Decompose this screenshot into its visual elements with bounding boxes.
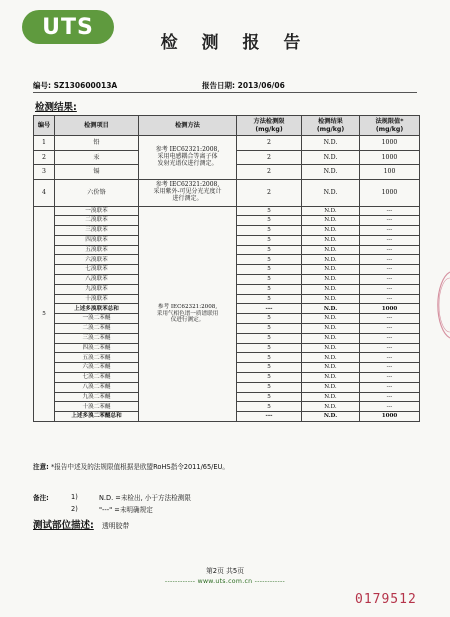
- regulatory-limit: ---: [360, 402, 420, 412]
- detection-limit: 2: [237, 136, 302, 151]
- sample-description: [33, 517, 129, 531]
- test-item: 八溴联苯: [55, 275, 139, 285]
- regulatory-limit: ---: [360, 353, 420, 363]
- test-item: 四溴二苯醚: [55, 343, 139, 353]
- test-result: N.D.: [302, 304, 360, 314]
- detection-limit: 5: [237, 294, 302, 304]
- test-item: 十溴联苯: [55, 294, 139, 304]
- detection-limit: ---: [237, 304, 302, 314]
- note-text: *报告中述及的法规限值根据是欧盟RoHS指令2011/65/EU。: [50, 463, 229, 471]
- test-result: N.D.: [302, 165, 360, 180]
- detection-limit: 2: [237, 165, 302, 180]
- detection-limit: 5: [237, 284, 302, 294]
- detection-limit: 5: [237, 245, 302, 255]
- test-result: N.D.: [302, 343, 360, 353]
- regulatory-limit: ---: [360, 363, 420, 373]
- regulatory-limit: 1000: [360, 304, 420, 314]
- detection-limit: 5: [237, 206, 302, 216]
- test-item: 五溴联苯: [55, 245, 139, 255]
- test-result: N.D.: [302, 226, 360, 236]
- regulatory-limit: 1000: [360, 136, 420, 151]
- detection-limit: 5: [237, 235, 302, 245]
- detection-limit: ---: [237, 412, 302, 422]
- test-item: 三溴二苯醚: [55, 333, 139, 343]
- detection-limit: 5: [237, 255, 302, 265]
- remark-number: 1): [71, 493, 78, 501]
- test-result: N.D.: [302, 392, 360, 402]
- test-item: 六溴联苯: [55, 255, 139, 265]
- results-table: [33, 115, 420, 422]
- test-item: 上述多溴二苯醚总和: [55, 412, 139, 422]
- regulatory-limit: ---: [360, 314, 420, 324]
- test-result: N.D.: [302, 255, 360, 265]
- regulatory-limit: ---: [360, 275, 420, 285]
- report-title: 检 测 报 告: [160, 33, 310, 53]
- test-result: N.D.: [302, 150, 360, 165]
- regulatory-limit: ---: [360, 226, 420, 236]
- detection-limit: 2: [237, 150, 302, 165]
- test-result: N.D.: [302, 245, 360, 255]
- detection-limit: 5: [237, 314, 302, 324]
- detection-limit: 5: [237, 363, 302, 373]
- table-row: [34, 136, 420, 151]
- test-item: 二溴二苯醚: [55, 324, 139, 334]
- test-result: N.D.: [302, 294, 360, 304]
- row-number: 3: [34, 165, 55, 180]
- test-result: N.D.: [302, 324, 360, 334]
- detection-limit: 5: [237, 402, 302, 412]
- sample-description-label: 测试部位描述:: [33, 520, 94, 531]
- detection-limit: 5: [237, 382, 302, 392]
- test-item: 一溴二苯醚: [55, 314, 139, 324]
- test-item: 八溴二苯醚: [55, 382, 139, 392]
- note-label: 注意:: [33, 463, 49, 471]
- remark-row: [33, 503, 191, 515]
- test-result: N.D.: [302, 136, 360, 151]
- regulatory-limit: ---: [360, 235, 420, 245]
- serial-number: 0179512: [355, 592, 417, 607]
- header-result: 检测结果 (mg/kg): [302, 116, 360, 136]
- test-item: 二溴联苯: [55, 216, 139, 226]
- test-item: 镉: [55, 165, 139, 180]
- test-item: 汞: [55, 150, 139, 165]
- test-result: N.D.: [302, 314, 360, 324]
- detection-limit: 5: [237, 275, 302, 285]
- remarks: [33, 491, 191, 515]
- website: ------------ www.uts.com.cn ------------: [164, 578, 286, 585]
- sample-description-value: 透明胶带: [101, 522, 130, 530]
- test-item: 九溴联苯: [55, 284, 139, 294]
- regulatory-limit: ---: [360, 265, 420, 275]
- test-result: N.D.: [302, 363, 360, 373]
- detection-limit: 5: [237, 392, 302, 402]
- test-result: N.D.: [302, 373, 360, 383]
- remark-text: N.D. =未检出, 小于方法检测限: [99, 494, 191, 502]
- header-divider: [33, 92, 417, 93]
- regulatory-limit: ---: [360, 216, 420, 226]
- section-title: 检测结果:: [35, 102, 77, 113]
- table-header-row: [34, 116, 420, 136]
- test-result: N.D.: [302, 284, 360, 294]
- test-item: 九溴二苯醚: [55, 392, 139, 402]
- row-number: 5: [34, 206, 55, 422]
- page-number: 第2页 共5页: [206, 567, 244, 575]
- regulatory-limit: ---: [360, 373, 420, 383]
- test-result: N.D.: [302, 216, 360, 226]
- detection-limit: 5: [237, 265, 302, 275]
- test-result: N.D.: [302, 412, 360, 422]
- test-result: N.D.: [302, 333, 360, 343]
- detection-limit: 5: [237, 324, 302, 334]
- seal-stamp: [432, 270, 450, 340]
- row-number: 1: [34, 136, 55, 151]
- test-result: N.D.: [302, 382, 360, 392]
- regulatory-limit: ---: [360, 382, 420, 392]
- remark-row: [33, 491, 191, 503]
- test-method: 参考 IEC62321:2008, 采用紫外-可见分光光度计 进行测定。: [139, 179, 237, 206]
- row-number: 4: [34, 179, 55, 206]
- row-number: 2: [34, 150, 55, 165]
- report-number: 编号: SZ130600013A: [33, 81, 118, 90]
- header-mdl: 方法检测限 (mg/kg): [237, 116, 302, 136]
- test-item: 十溴二苯醚: [55, 402, 139, 412]
- regulatory-limit: ---: [360, 333, 420, 343]
- regulatory-limit: ---: [360, 284, 420, 294]
- regulatory-limit: ---: [360, 255, 420, 265]
- test-result: N.D.: [302, 206, 360, 216]
- table-row: [34, 179, 420, 206]
- test-item: 六价铬: [55, 179, 139, 206]
- test-result: N.D.: [302, 265, 360, 275]
- regulatory-limit: ---: [360, 392, 420, 402]
- test-result: N.D.: [302, 235, 360, 245]
- detection-limit: 5: [237, 333, 302, 343]
- header-limit: 法规限值* (mg/kg): [360, 116, 420, 136]
- test-result: N.D.: [302, 402, 360, 412]
- header-item: 检测项目: [55, 116, 139, 136]
- regulatory-limit: ---: [360, 206, 420, 216]
- test-item: 四溴联苯: [55, 235, 139, 245]
- detection-limit: 5: [237, 226, 302, 236]
- test-item: 七溴二苯醚: [55, 373, 139, 383]
- test-result: N.D.: [302, 353, 360, 363]
- detection-limit: 5: [237, 353, 302, 363]
- uts-logo: UTS: [22, 10, 114, 44]
- header-no: 编号: [34, 116, 55, 136]
- test-item: 铅: [55, 136, 139, 151]
- detection-limit: 2: [237, 179, 302, 206]
- note: [33, 461, 229, 471]
- regulatory-limit: ---: [360, 343, 420, 353]
- regulatory-limit: 1000: [360, 412, 420, 422]
- test-item: 上述多溴联苯总和: [55, 304, 139, 314]
- test-item: 七溴联苯: [55, 265, 139, 275]
- regulatory-limit: ---: [360, 294, 420, 304]
- remark-text: "---" =未明确规定: [99, 506, 153, 514]
- header-method: 检测方法: [139, 116, 237, 136]
- test-item: 一溴联苯: [55, 206, 139, 216]
- report-date: 报告日期: 2013/06/06: [202, 81, 285, 90]
- test-item: 三溴联苯: [55, 226, 139, 236]
- detection-limit: 5: [237, 373, 302, 383]
- remark-number: 2): [71, 505, 78, 513]
- regulatory-limit: 1000: [360, 179, 420, 206]
- regulatory-limit: 1000: [360, 150, 420, 165]
- test-item: 五溴二苯醚: [55, 353, 139, 363]
- regulatory-limit: ---: [360, 245, 420, 255]
- test-method: 参考 IEC62321:2008, 采用电感耦合等离子体 发射光谱仪进行测定。: [139, 136, 237, 180]
- regulatory-limit: 100: [360, 165, 420, 180]
- test-result: N.D.: [302, 179, 360, 206]
- test-item: 六溴二苯醚: [55, 363, 139, 373]
- detection-limit: 5: [237, 343, 302, 353]
- test-method: 参考 IEC62321:2008, 采用气相色谱一质谱联用 仪进行测定。: [139, 206, 237, 422]
- remarks-label: 备注:: [33, 494, 49, 502]
- table-row: [34, 206, 420, 216]
- regulatory-limit: ---: [360, 324, 420, 334]
- test-result: N.D.: [302, 275, 360, 285]
- detection-limit: 5: [237, 216, 302, 226]
